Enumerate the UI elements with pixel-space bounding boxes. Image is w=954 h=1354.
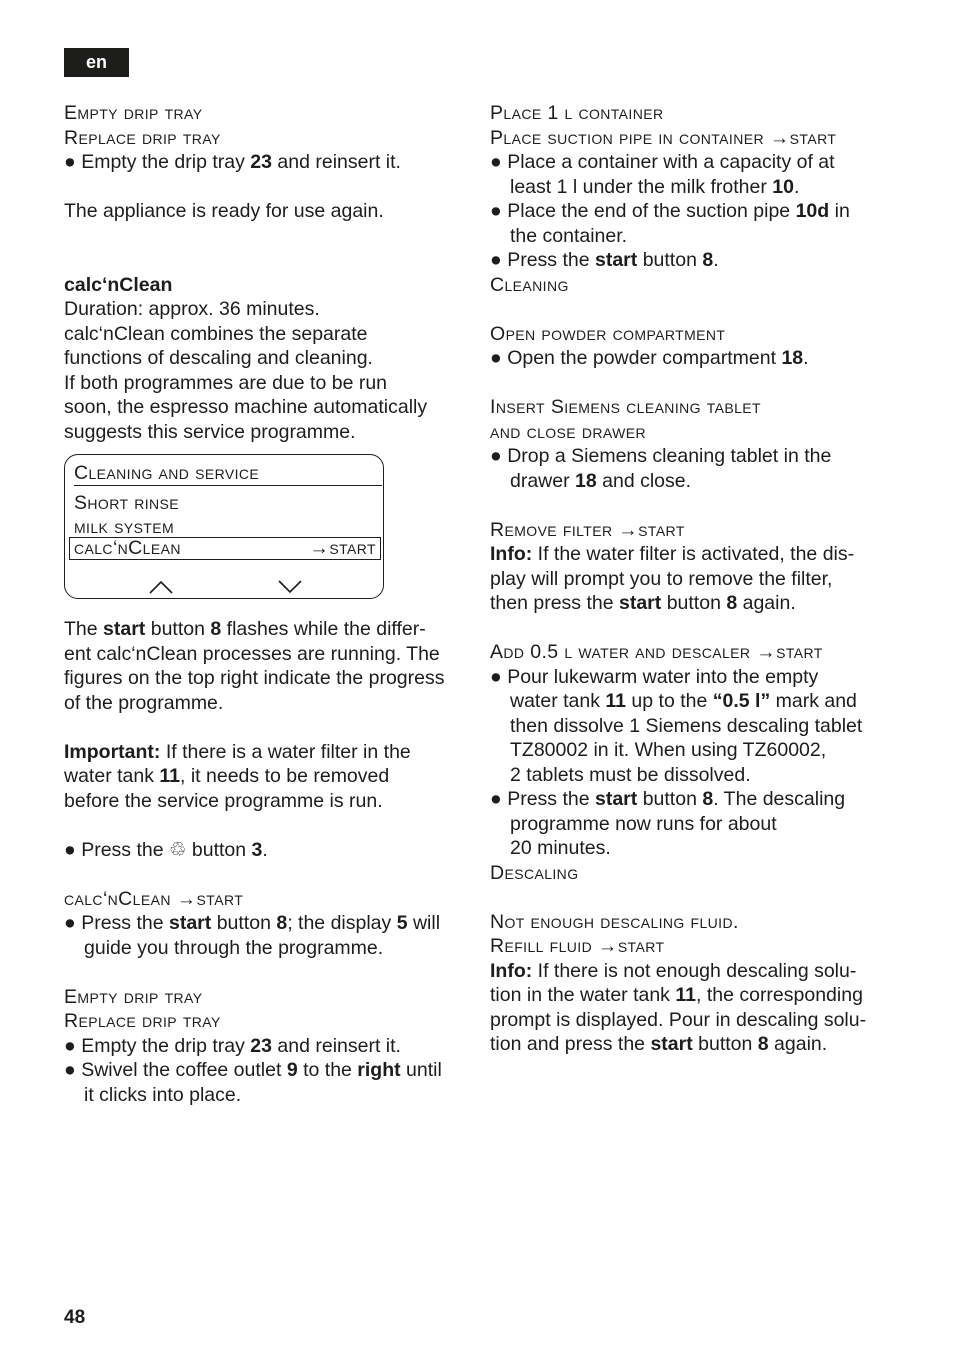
bullet-press-start: ● Press the start button 8. xyxy=(490,249,719,271)
display-panel xyxy=(64,454,384,599)
left-column xyxy=(64,101,469,1107)
display-item-short-rinse: Short rinse xyxy=(74,492,180,514)
bullet-suction-pipe: ● Place the end of the suction pipe 10d in the container. xyxy=(490,200,850,247)
section-title: calc‘nClean xyxy=(64,273,173,296)
chevron-down-icon xyxy=(277,579,303,595)
bullet-pour-water: ● Pour lukewarm water into the empty water tank 11 up to the “0.5 l” mark and then dissolve 1 Siemens descaling tablet TZ80002 in it. When using TZ60002, 2 tablets must be dissolved. xyxy=(490,665,863,786)
intro-line: soon, the espresso machine automatically xyxy=(64,396,428,418)
language-tab: en xyxy=(64,48,129,77)
bullet-open-powder: ● Open the powder compartment 18. xyxy=(490,347,809,369)
info-refill: tion and press the start button 8 again. xyxy=(490,1033,828,1055)
bullet-press-start-descaling: ● Press the start button 8. The descaling programme now runs for about 20 minutes. xyxy=(490,788,846,859)
info-filter: then press the start button 8 again. xyxy=(490,592,796,614)
heading-insert-tablet: Insert Siemens cleaning tablet xyxy=(490,396,761,418)
heading-refill-fluid: Refill fluid →start xyxy=(490,935,665,957)
info-filter: Info: If the water filter is activated, the dis- xyxy=(490,543,855,565)
info-filter: play will prompt you to remove the filter, xyxy=(490,567,833,590)
heading-replace-drip-tray: Replace drip tray xyxy=(64,126,221,149)
ready-text: The appliance is ready for use again. xyxy=(64,200,384,222)
display-item-milk-system: milk system xyxy=(74,516,175,538)
bullet-empty-drip-tray: ● Empty the drip tray 23 and reinsert it. xyxy=(64,1034,401,1057)
bullet-empty-drip-tray: ● Empty the drip tray 23 and reinsert it. xyxy=(64,151,401,173)
heading-empty-drip-tray: Empty drip tray xyxy=(64,985,203,1008)
display-start-action: →start xyxy=(309,537,376,559)
heading-not-enough-fluid: Not enough descaling fluid. xyxy=(490,910,739,933)
heading-replace-drip-tray: Replace drip tray xyxy=(64,1010,221,1032)
bullet-swivel-outlet: ● Swivel the coffee outlet 9 to the right until it clicks into place. xyxy=(64,1059,442,1106)
bullet-press-care-button: ● Press the ♲ button 3. xyxy=(64,838,268,861)
important-note: water tank 11, it needs to be removed xyxy=(64,765,390,787)
heading-place-suction-pipe: Place suction pipe in container →start xyxy=(490,126,837,149)
important-note: before the service programme is run. xyxy=(64,789,383,812)
chevron-up-icon xyxy=(148,579,174,595)
info-refill: prompt is displayed. Pour in descaling solu- xyxy=(490,1008,867,1031)
flash-text: of the programme. xyxy=(64,691,224,714)
heading-place-container: Place 1 l container xyxy=(490,102,664,124)
info-refill: Info: If there is not enough descaling solu- xyxy=(490,959,857,982)
page-number: 48 xyxy=(64,1307,86,1328)
flash-text: ent calc‘nClean processes are running. The xyxy=(64,642,440,665)
heading-add-water-descaler: Add 0.5 l water and descaler →start xyxy=(490,641,823,663)
care-symbol-icon: ♲ xyxy=(169,838,187,861)
intro-line: functions of descaling and cleaning. xyxy=(64,347,373,369)
heading-remove-filter: Remove filter →start xyxy=(490,518,685,541)
intro-line: suggests this service programme. xyxy=(64,420,356,443)
heading-open-powder-compartment: Open powder compartment xyxy=(490,322,726,345)
prompt-calcnclean-start: calc‘nClean →start xyxy=(64,887,244,910)
display-item-calcnclean-selected: calc‘nClean →start xyxy=(69,537,381,560)
display-header: Cleaning and service xyxy=(74,461,382,486)
bullet-place-container: ● Place a container with a capacity of at least 1 l under the milk frother 10. xyxy=(490,151,835,198)
flash-text: The start button 8 flashes while the differ- xyxy=(64,618,426,640)
intro-line: If both programmes are due to be run xyxy=(64,371,388,394)
intro-line: Duration: approx. 36 minutes. xyxy=(64,298,320,320)
intro-line: calc‘nClean combines the separate xyxy=(64,322,368,345)
heading-empty-drip-tray: Empty drip tray xyxy=(64,102,203,124)
right-column xyxy=(490,101,890,1057)
bullet-press-start: ● Press the start button 8; the display 5 will guide you through the programme. xyxy=(64,912,441,959)
status-descaling: Descaling xyxy=(490,861,579,884)
flash-text: figures on the top right indicate the progress xyxy=(64,667,445,689)
bullet-drop-tablet: ● Drop a Siemens cleaning tablet in the drawer 18 and close. xyxy=(490,445,832,492)
important-note: Important: If there is a water filter in the xyxy=(64,740,411,763)
info-refill: tion in the water tank 11, the corresponding xyxy=(490,984,863,1006)
status-cleaning: Cleaning xyxy=(490,273,569,296)
heading-close-drawer: and close drawer xyxy=(490,420,646,443)
